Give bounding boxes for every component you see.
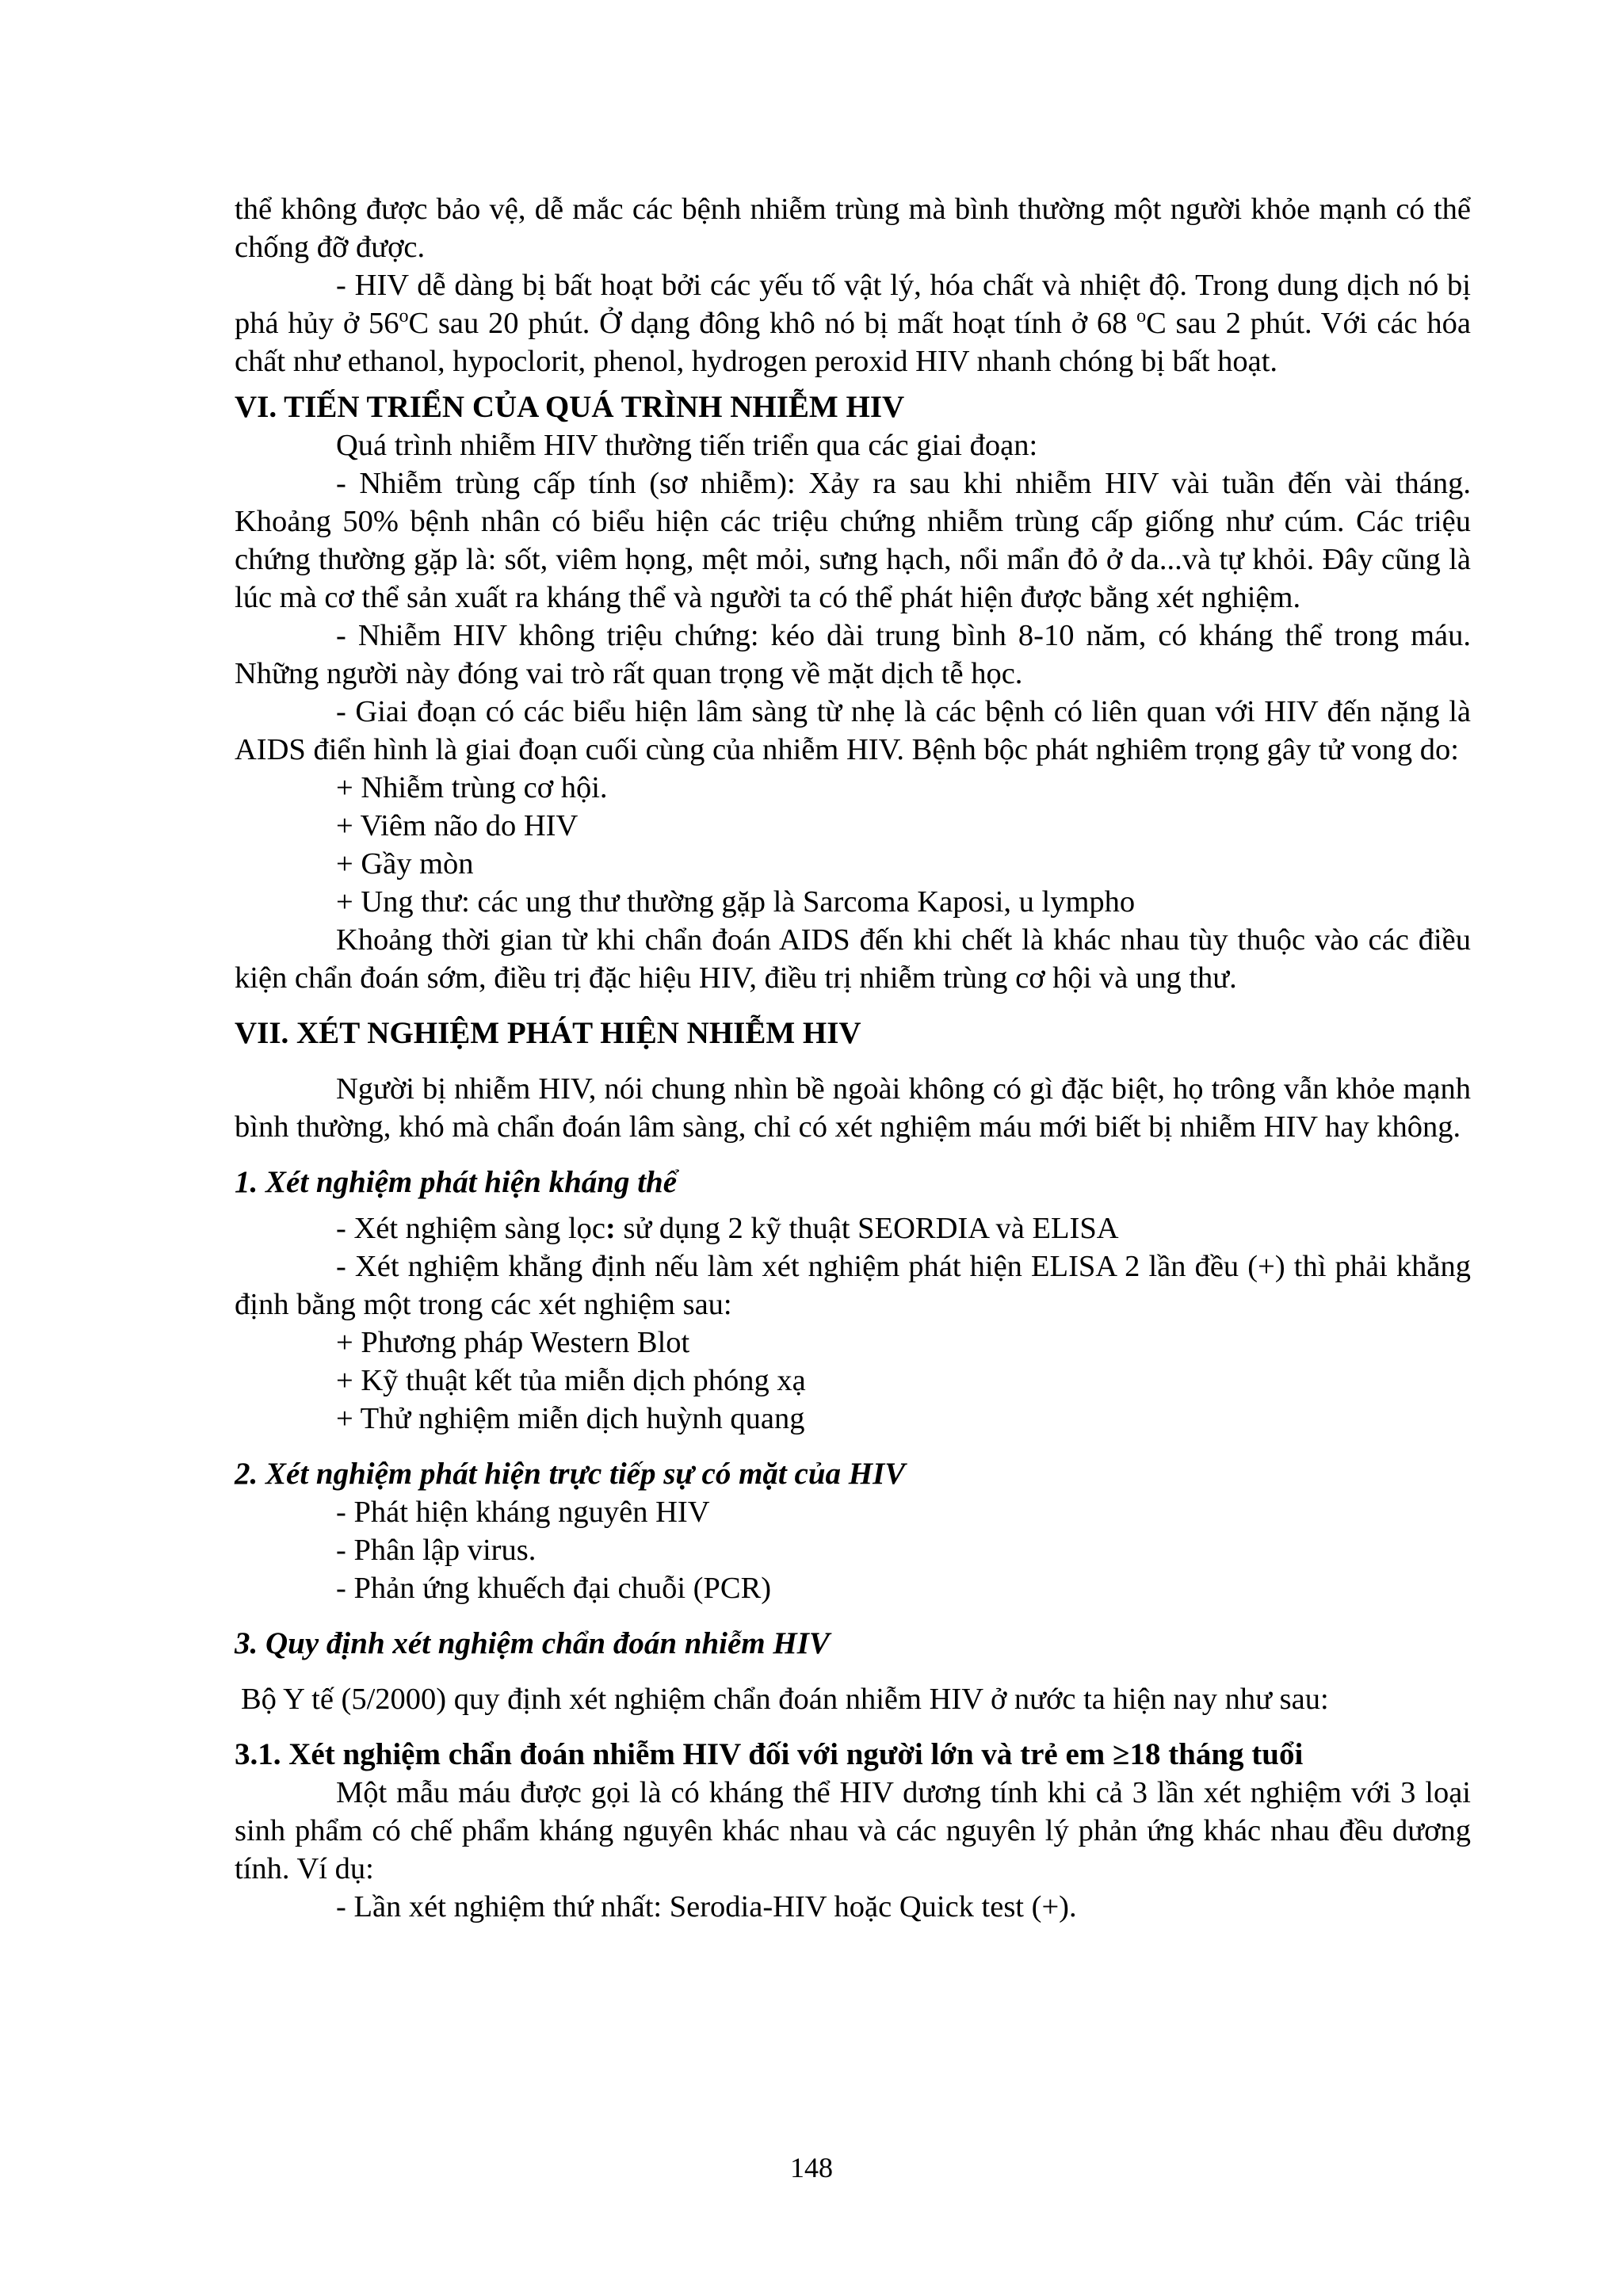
section-6-paragraph-1: Quá trình nhiễm HIV thường tiến triển qua các giai đoạn: [336,429,1038,462]
intro-paragraph-2 [235,266,1471,380]
list-item: + Kỹ thuật kết tủa miễn dịch phóng xạ [336,1364,806,1397]
section-6-paragraph-5: Khoảng thời gian từ khi chẩn đoán AIDS đến khi chết là khác nhau tùy thuộc vào các điều kiện chẩn đoán sớm, điều trị đặc hiệu HIV, điều trị nhiễm trùng cơ hội và ung thư. [235,923,1471,995]
subsection-1-line-1-text: sử dụng 2 kỹ thuật SEORDIA và ELISA [615,1212,1119,1245]
subsection-1-line-1-label: - Xét nghiệm sàng lọc [336,1212,605,1245]
subsection-2-heading: 2. Xét nghiệm phát hiện trực tiếp sự có mặt của HIV [235,1457,906,1491]
intro-paragraph-2-part-a: - HIV dễ dàng bị bất hoạt bởi các yếu tố vật lý, hóa chất và nhiệt độ. Trong dung dịch nó bị phá hủy ở 56 [235,269,1471,340]
subsection-1-line-2: - Xét nghiệm khẳng định nếu làm xét nghiệm phát hiện ELISA 2 lần đều (+) thì phải khẳng định bằng một trong các xét nghiệm sau: [235,1250,1471,1321]
list-item: + Phương pháp Western Blot [336,1326,690,1359]
section-7-heading: VII. XÉT NGHIỆM PHÁT HIỆN NHIỄM HIV [235,1016,861,1050]
list-item: + Gầy mòn [336,847,474,881]
degree-superscript: o [399,306,409,327]
list-item: + Nhiễm trùng cơ hội. [336,771,608,804]
degree-superscript: o [1136,306,1147,327]
list-item: + Ung thư: các ung thư thường gặp là Sarcoma Kaposi, u lympho [336,885,1136,919]
list-item: - Phát hiện kháng nguyên HIV [336,1496,710,1529]
section-6-paragraph-3: - Nhiễm HIV không triệu chứng: kéo dài trung bình 8-10 năm, có kháng thể trong máu. Những người này đóng vai trò rất quan trọng về mặt dịch tễ học. [235,619,1471,690]
document-page [235,190,1471,1926]
subsection-1-heading: 1. Xét nghiệm phát hiện kháng thể [235,1165,678,1199]
list-item: - Phản ứng khuếch đại chuỗi (PCR) [336,1572,772,1605]
subsection-3-1-paragraph-1: Một mẫu máu được gọi là có kháng thể HIV dương tính khi cả 3 lần xét nghiệm với 3 loại sinh phẩm có chế phẩm kháng nguyên khác nhau và các nguyên lý phản ứng khác nhau đều dương tính. Ví dụ: [235,1776,1471,1885]
subsection-1-line-1-colon: : [605,1212,616,1245]
list-item: + Thử nghiệm miễn dịch huỳnh quang [336,1402,805,1435]
section-6-heading: VI. TIẾN TRIỂN CỦA QUÁ TRÌNH NHIỄM HIV [235,390,905,424]
section-7-paragraph-1: Người bị nhiễm HIV, nói chung nhìn bề ngoài không có gì đặc biệt, họ trông vẫn khỏe mạnh bình thường, khó mà chẩn đoán lâm sàng, chỉ có xét nghiệm máu mới biết bị nhiễm HIV hay không. [235,1072,1471,1144]
intro-paragraph-1: thể không được bảo vệ, dễ mắc các bệnh nhiễm trùng mà bình thường một người khỏe mạnh có thể chống đỡ được. [235,193,1471,264]
section-6-paragraph-4: - Giai đoạn có các biểu hiện lâm sàng từ nhẹ là các bệnh có liên quan với HIV đến nặng là AIDS điển hình là giai đoạn cuối cùng của nhiễm HIV. Bệnh bộc phát nghiêm trọng gây tử vong do: [235,695,1471,766]
page-number: 148 [790,2152,833,2183]
subsection-3-heading: 3. Quy định xét nghiệm chẩn đoán nhiễm HIV [235,1626,830,1660]
subsection-3-1-heading: 3.1. Xét nghiệm chẩn đoán nhiễm HIV đối với người lớn và trẻ em ≥18 tháng tuổi [235,1737,1304,1771]
list-item: - Phân lập virus. [336,1534,537,1567]
intro-paragraph-2-part-b: C sau 20 phút. Ở dạng đông khô nó bị mất hoạt tính ở 68 [408,307,1137,340]
subsection-3-1-paragraph-2: - Lần xét nghiệm thứ nhất: Serodia-HIV hoặc Quick test (+). [336,1890,1077,1924]
intro-paragraph-2-part-c: C sau 2 phút. Với các hóa chất như ethanol, hypoclorit, phenol, hydrogen peroxid HIV nhanh chóng bị bất hoạt. [235,307,1471,378]
section-6-paragraph-2: - Nhiễm trùng cấp tính (sơ nhiễm): Xảy ra sau khi nhiễm HIV vài tuần đến vài tháng. Khoảng 50% bệnh nhân có biểu hiện các triệu chứng nhiễm trùng cấp giống như cúm. Các triệu chứng thường gặp là: sốt, viêm họng, mệt mỏi, sưng hạch, nổi mẩn đỏ ở da...và tự khỏi. Đây cũng là lúc mà cơ thể sản xuất ra kháng thể và người ta có thể phát hiện được bằng xét nghiệm. [235,467,1471,614]
subsection-1-line-1 [235,1209,1471,1247]
list-item: + Viêm não do HIV [336,809,579,842]
subsection-3-paragraph-1: Bộ Y tế (5/2000) quy định xét nghiệm chẩn đoán nhiễm HIV ở nước ta hiện nay như sau: [241,1683,1329,1716]
